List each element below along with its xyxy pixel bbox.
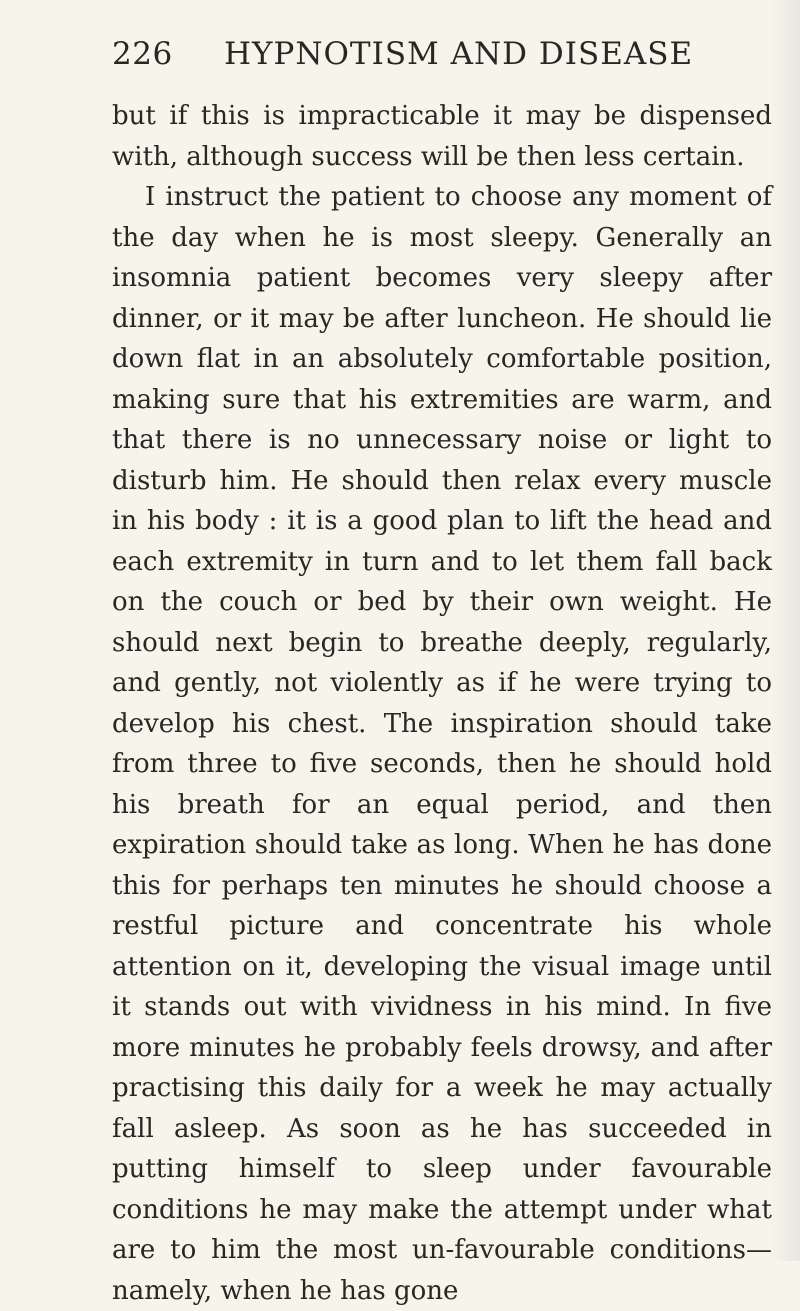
paragraph-continuation: but if this is impracticable it may be dispensed with, although success will be then less certain. [112, 101, 772, 172]
page-header [112, 36, 752, 80]
running-head: HYPNOTISM AND DISEASE [224, 36, 694, 72]
body-text [112, 96, 772, 1311]
paragraph: I instruct the patient to choose any moment of the day when he is most sleepy. Generally an insomnia patient becomes very sleepy after dinner, or it may be after luncheon. He should lie down flat in an absolutely comfortable position, making sure that his extremities are warm, and that there is no unnecessary noise or light to disturb him. He should then relax every muscle in his body : it is a good plan to lift the head and each extremity in turn and to let them fall back on the couch or bed by their own weight. He should next begin to breathe deeply, regularly, and gently, not violently as if he were trying to develop his chest. The inspiration should take from three to five seconds, then he should hold his breath for an equal period, and then expiration should take as long. When he has done this for perhaps ten minutes he should choose a restful picture and concentrate his whole attention on it, developing the visual image until it stands out with vividness in his mind. In five more minutes he probably feels drowsy, and after practising this daily for a week he may actually fall asleep. As soon as he has succeeded in putting himself to sleep under favourable conditions he may make the attempt under what are to him the most un-favourable conditions—namely, when he has gone [112, 182, 772, 1306]
page-number: 226 [112, 36, 173, 72]
